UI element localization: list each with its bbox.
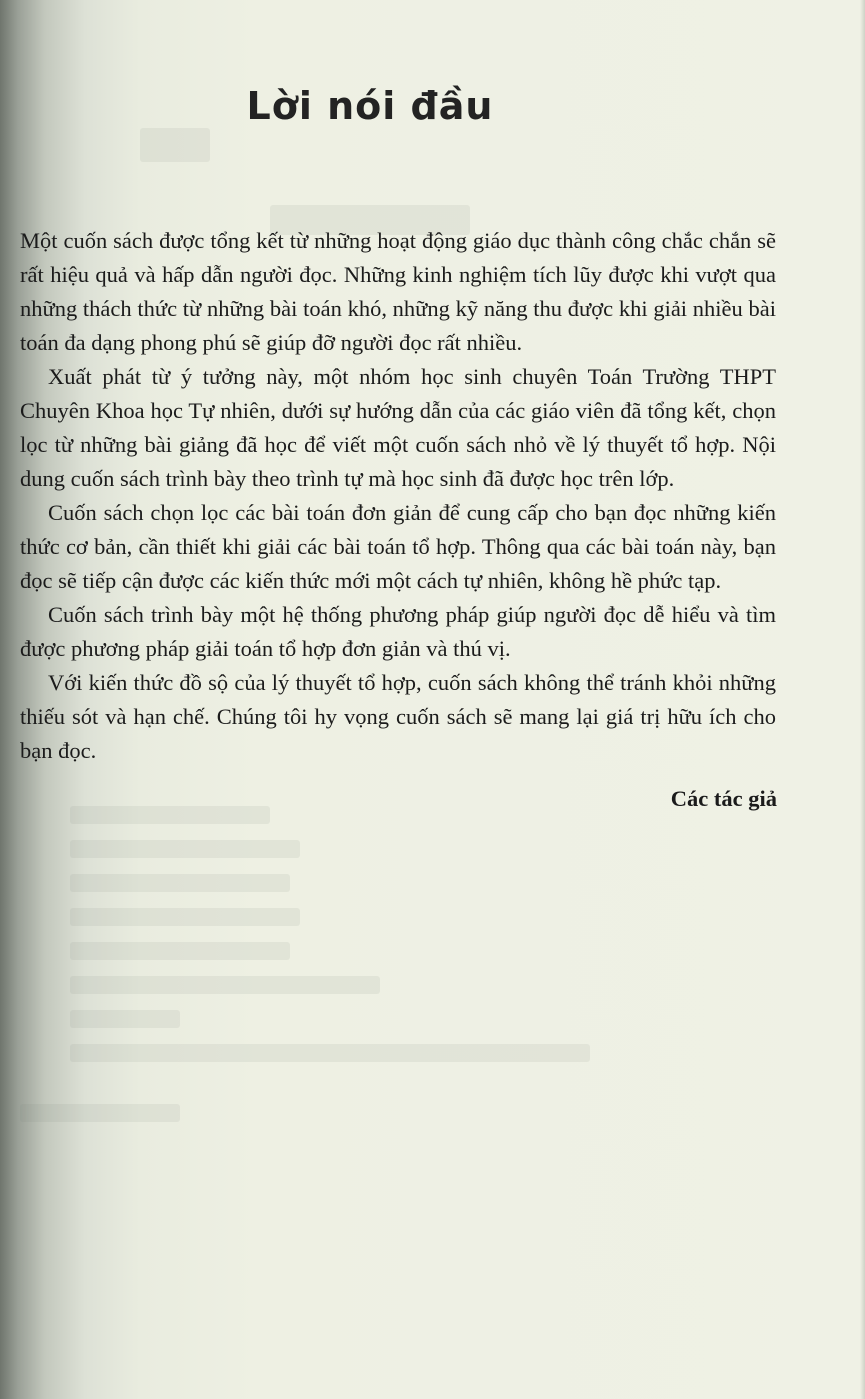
preface-body [20,224,776,768]
paragraph-4: Cuốn sách trình bày một hệ thống phương pháp giúp người đọc dễ hiểu và tìm được phương pháp giải toán tổ hợp đơn giản và thú vị. [20,602,776,661]
paragraph-5: Với kiến thức đồ sộ của lý thuyết tổ hợp, cuốn sách không thể tránh khỏi những thiếu sót và hạn chế. Chúng tôi hy vọng cuốn sách sẽ mang lại giá trị hữu ích cho bạn đọc. [20,670,776,763]
authors-signature: Các tác giả [670,786,777,811]
paragraph-1: Một cuốn sách được tổng kết từ những hoạt động giáo dục thành công chắc chắn sẽ rất hiệu quả và hấp dẫn người đọc. Những kinh nghiệm tích lũy được khi vượt qua những thách thức từ những bài toán khó, những kỹ năng thu được khi giải nhiều bài toán đa dạng phong phú sẽ giúp đỡ người đọc rất nhiều. [20,228,776,355]
paragraph-2: Xuất phát từ ý tưởng này, một nhóm học sinh chuyên Toán Trường THPT Chuyên Khoa học Tự nhiên, dưới sự hướng dẫn của các giáo viên đã tổng kết, chọn lọc từ những bài giảng đã học để viết một cuốn sách nhỏ về lý thuyết tổ hợp. Nội dung cuốn sách trình bày theo trình tự mà học sinh đã được học trên lớp. [20,364,776,491]
page-title: Lời nói đầu [246,84,494,128]
paragraph-3: Cuốn sách chọn lọc các bài toán đơn giản để cung cấp cho bạn đọc những kiến thức cơ bản, cần thiết khi giải các bài toán tổ hợp. Thông qua các bài toán này, bạn đọc sẽ tiếp cận được các kiến thức mới một cách tự nhiên, không hề phức tạp. [20,500,776,593]
